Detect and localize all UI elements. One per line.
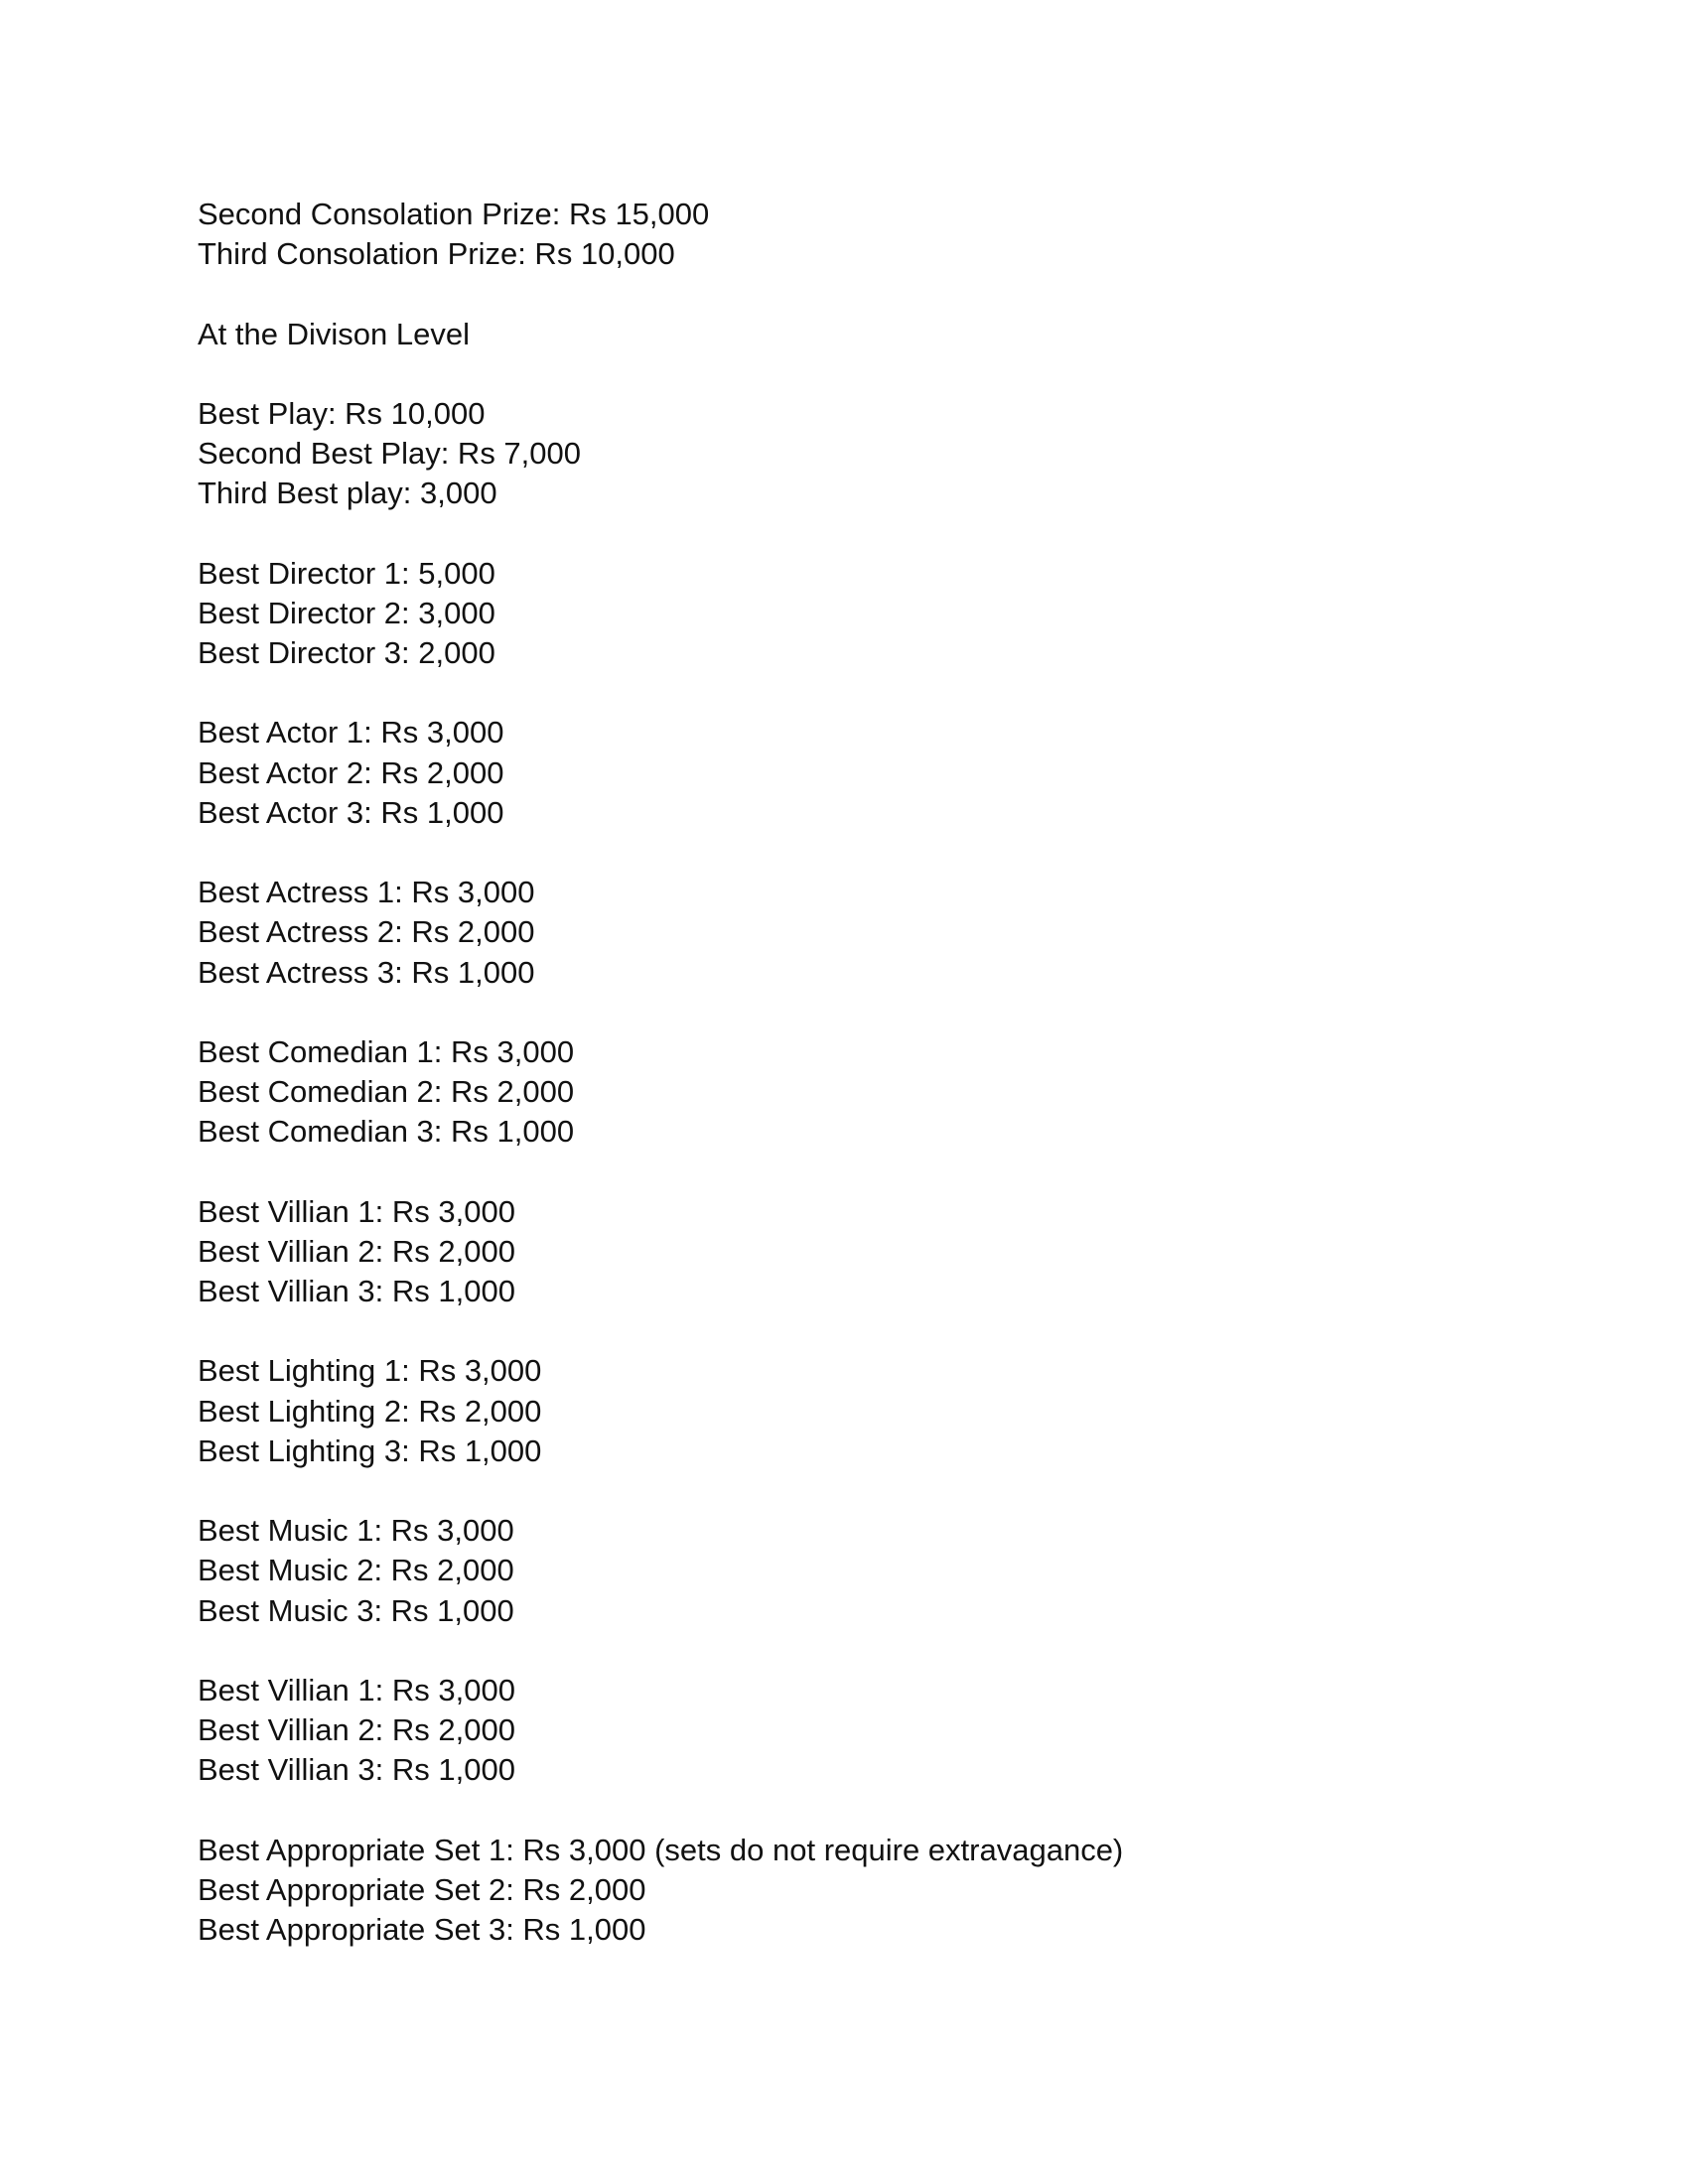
text-block	[198, 873, 1488, 993]
text-line: Best Lighting 1: Rs 3,000	[198, 1353, 542, 1389]
text-line: Third Best play: 3,000	[198, 476, 497, 511]
text-block	[198, 1351, 1488, 1471]
text-line: Best Villian 3: Rs 1,000	[198, 1752, 515, 1788]
text-line: Best Actress 3: Rs 1,000	[198, 954, 535, 990]
text-line: Best Music 1: Rs 3,000	[198, 1513, 514, 1549]
text-line: Best Appropriate Set 2: Rs 2,000	[198, 1871, 646, 1907]
text-line: Best Villian 1: Rs 3,000	[198, 1193, 515, 1229]
text-line: Best Actress 2: Rs 2,000	[198, 914, 535, 950]
text-line: Best Comedian 3: Rs 1,000	[198, 1114, 575, 1150]
text-block	[198, 1831, 1488, 1951]
text-line: Best Appropriate Set 3: Rs 1,000	[198, 1912, 646, 1948]
text-block	[198, 554, 1488, 674]
text-line: Best Director 3: 2,000	[198, 635, 495, 671]
text-line: Second Consolation Prize: Rs 15,000	[198, 197, 710, 231]
text-line: Best Lighting 2: Rs 2,000	[198, 1393, 542, 1429]
text-line: Best Villian 1: Rs 3,000	[198, 1672, 515, 1707]
text-line: Best Music 3: Rs 1,000	[198, 1592, 514, 1628]
text-line: Best Director 2: 3,000	[198, 595, 495, 630]
text-line: Best Play: Rs 10,000	[198, 395, 486, 431]
text-block	[198, 1192, 1488, 1312]
text-block	[198, 394, 1488, 514]
text-line: Best Comedian 2: Rs 2,000	[198, 1074, 575, 1110]
text-block	[198, 713, 1488, 833]
text-line: Second Best Play: Rs 7,000	[198, 436, 582, 472]
text-line: Third Consolation Prize: Rs 10,000	[198, 236, 675, 272]
text-line: Best Lighting 3: Rs 1,000	[198, 1433, 542, 1468]
text-line: Best Comedian 1: Rs 3,000	[198, 1033, 575, 1069]
text-line: Best Appropriate Set 1: Rs 3,000 (sets do not require extravagance)	[198, 1832, 1124, 1867]
text-line: Best Actor 3: Rs 1,000	[198, 794, 504, 830]
text-block	[198, 315, 1488, 354]
text-line: Best Actor 2: Rs 2,000	[198, 754, 504, 790]
text-line: Best Actor 1: Rs 3,000	[198, 715, 504, 751]
text-block	[198, 1511, 1488, 1631]
text-line: Best Villian 2: Rs 2,000	[198, 1233, 515, 1269]
text-line: Best Villian 3: Rs 1,000	[198, 1274, 515, 1309]
text-line: Best Actress 1: Rs 3,000	[198, 875, 535, 910]
text-block	[198, 195, 1488, 274]
text-block	[198, 1032, 1488, 1153]
text-block	[198, 1671, 1488, 1791]
text-line: Best Music 2: Rs 2,000	[198, 1553, 514, 1588]
document-body	[198, 195, 1488, 1989]
text-line: Best Villian 2: Rs 2,000	[198, 1712, 515, 1748]
text-line: Best Director 1: 5,000	[198, 555, 495, 591]
text-line: At the Divison Level	[198, 316, 470, 351]
